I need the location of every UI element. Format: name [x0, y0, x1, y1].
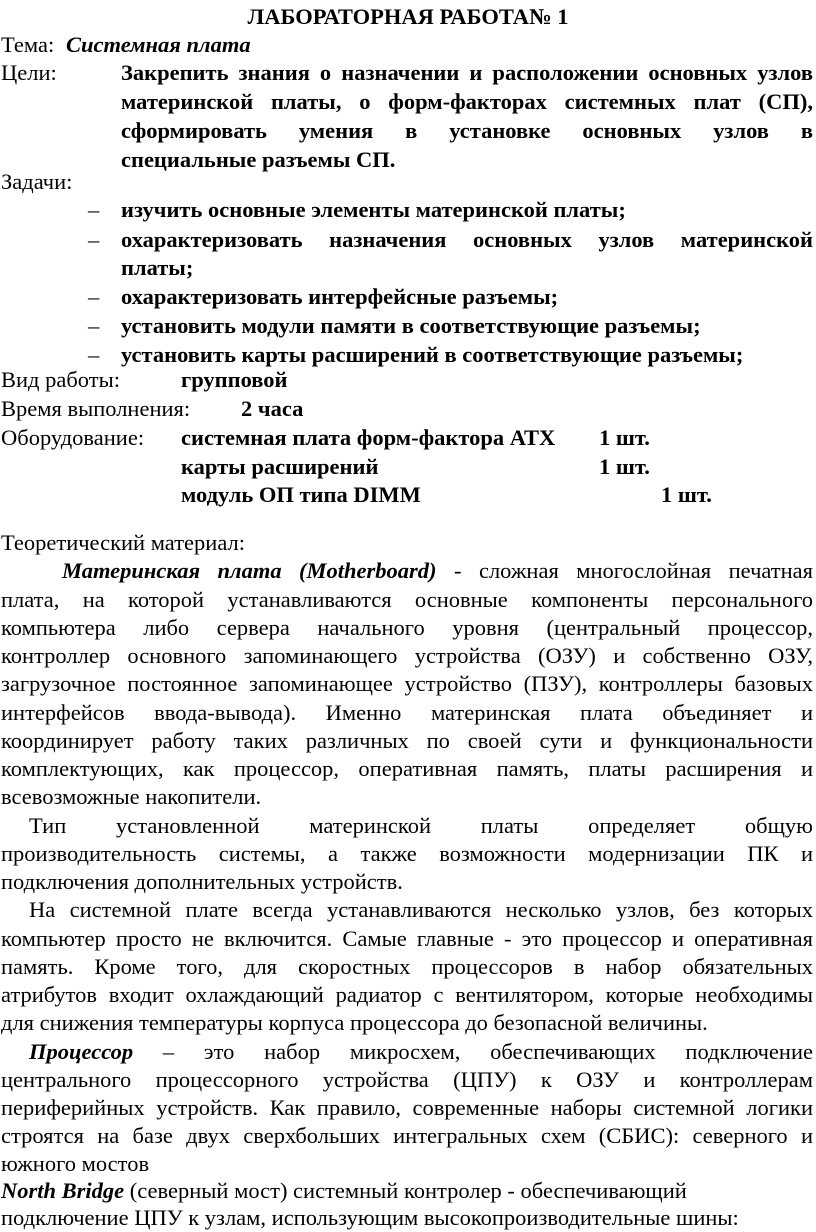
text-run: – это набор микросхем, обеспечивающих подключение: [133, 1039, 813, 1064]
goals-line: специальные разъемы СП.: [121, 147, 396, 172]
paragraph-line: [1, 1177, 687, 1205]
task-item-cont: платы;: [121, 255, 194, 280]
term-processor: Процессор: [29, 1039, 134, 1064]
paragraph-line: На системной плате всегда устанавливаются несколько узлов, без которых: [29, 897, 813, 922]
paragraph-line: контроллер основного запоминающего устройства (ОЗУ) и собственно ОЗУ,: [1, 643, 813, 668]
task-item: установить модули памяти в соответствующие разъемы;: [121, 313, 701, 338]
paragraph-line: Тип установленной материнской платы определяет общую: [29, 813, 813, 838]
equipment-name: модуль ОП типа DIMM: [181, 482, 421, 507]
paragraph-line: строятся на базе двух сверхбольших интегральных схем (СБИС): северного и: [1, 1123, 813, 1148]
page-title: ЛАБОРАТОРНАЯ РАБОТА№ 1: [247, 4, 569, 29]
task-item: охарактеризовать назначения основных узлов материнской: [121, 227, 813, 252]
work-type-value: групповой: [181, 367, 288, 392]
text-run: - сложная многослойная печатная: [436, 558, 813, 583]
bullet-dash: –: [88, 227, 100, 252]
tasks-label: Задачи:: [1, 169, 73, 194]
bullet-dash: –: [88, 284, 100, 309]
paragraph-line: центрального процессорного устройства (ЦПУ) к ОЗУ и контроллерам: [1, 1067, 813, 1092]
paragraph-line: компьютера либо сервера начального уровня (центральный процессор,: [1, 615, 813, 640]
paragraph-line: производительность системы, а также возможности модернизации ПК и: [1, 841, 813, 866]
paragraph-line: память. Кроме того, для скоростных процессоров в набор обязательных: [1, 954, 813, 979]
paragraph-line: всевозможные накопители.: [1, 784, 262, 809]
equipment-qty: 1 шт.: [661, 482, 712, 507]
paragraph-line: координирует работу таких различных по своей сути и функциональности: [1, 728, 813, 753]
bullet-dash: –: [88, 313, 100, 338]
text-run: (северный мост) системный контролер - обеспечивающий: [124, 1178, 687, 1203]
paragraph-line: подключение ЦПУ к узлам, использующим высокопроизводительные шины:: [1, 1205, 739, 1230]
theory-heading: Теоретический материал:: [1, 530, 245, 555]
paragraph-line: компьютер просто не включится. Самые главные - это процессор и оперативная: [1, 926, 813, 951]
term-motherboard: Материнская плата (Motherboard): [62, 558, 437, 583]
equipment-qty: 1 шт.: [599, 425, 650, 450]
goals-line: Закрепить знания о назначении и расположении основных узлов: [121, 60, 813, 85]
term-north-bridge: North Bridge: [1, 1178, 125, 1203]
task-item: охарактеризовать интерфейсные разъемы;: [121, 284, 559, 309]
bullet-dash: –: [88, 197, 100, 222]
paragraph-line: периферийных устройств. Как правило, современные наборы системной логики: [1, 1095, 813, 1120]
paragraph-line: атрибутов входит охлаждающий радиатор с вентилятором, которые необходимы: [1, 982, 813, 1007]
paragraph-line: [29, 1038, 813, 1066]
paragraph-line: загрузочное постоянное запоминающее устройство (ПЗУ), контроллеры базовых: [1, 671, 813, 696]
goals-line: материнской платы, о форм-факторах системных плат (СП),: [121, 89, 813, 114]
duration-value: 2 часа: [241, 396, 304, 421]
task-item: установить карты расширений в соответствующие разъемы;: [121, 342, 744, 367]
task-item: изучить основные элементы материнской платы;: [121, 197, 626, 222]
equipment-name: карты расширений: [181, 454, 379, 479]
equipment-qty: 1 шт.: [599, 454, 650, 479]
paragraph-line: южного мостов: [1, 1151, 150, 1176]
paragraph-line: плата, на которой устанавливаются основные компоненты персонального: [1, 587, 813, 612]
goals-label: Цели:: [1, 60, 57, 85]
bullet-dash: –: [88, 342, 100, 367]
goals-line: сформировать умения в установке основных узлов в: [121, 118, 813, 143]
paragraph-line: [62, 557, 813, 585]
work-type-label: Вид работы:: [1, 367, 120, 392]
topic-value: Системная плата: [66, 32, 251, 57]
equipment-label: Оборудование:: [1, 425, 145, 450]
duration-label: Время выполнения:: [1, 396, 191, 421]
topic-label: Тема:: [1, 32, 55, 57]
paragraph-line: подключения дополнительных устройств.: [1, 869, 403, 894]
paragraph-line: для снижения температуры корпуса процессора до безопасной величины.: [1, 1010, 708, 1035]
paragraph-line: комплектующих, как процессор, оперативная память, платы расширения и: [1, 756, 813, 781]
paragraph-line: интерфейсов ввода-вывода). Именно материнская плата объединяет и: [1, 700, 813, 725]
equipment-name: системная плата форм-фактора АТХ: [181, 425, 556, 450]
